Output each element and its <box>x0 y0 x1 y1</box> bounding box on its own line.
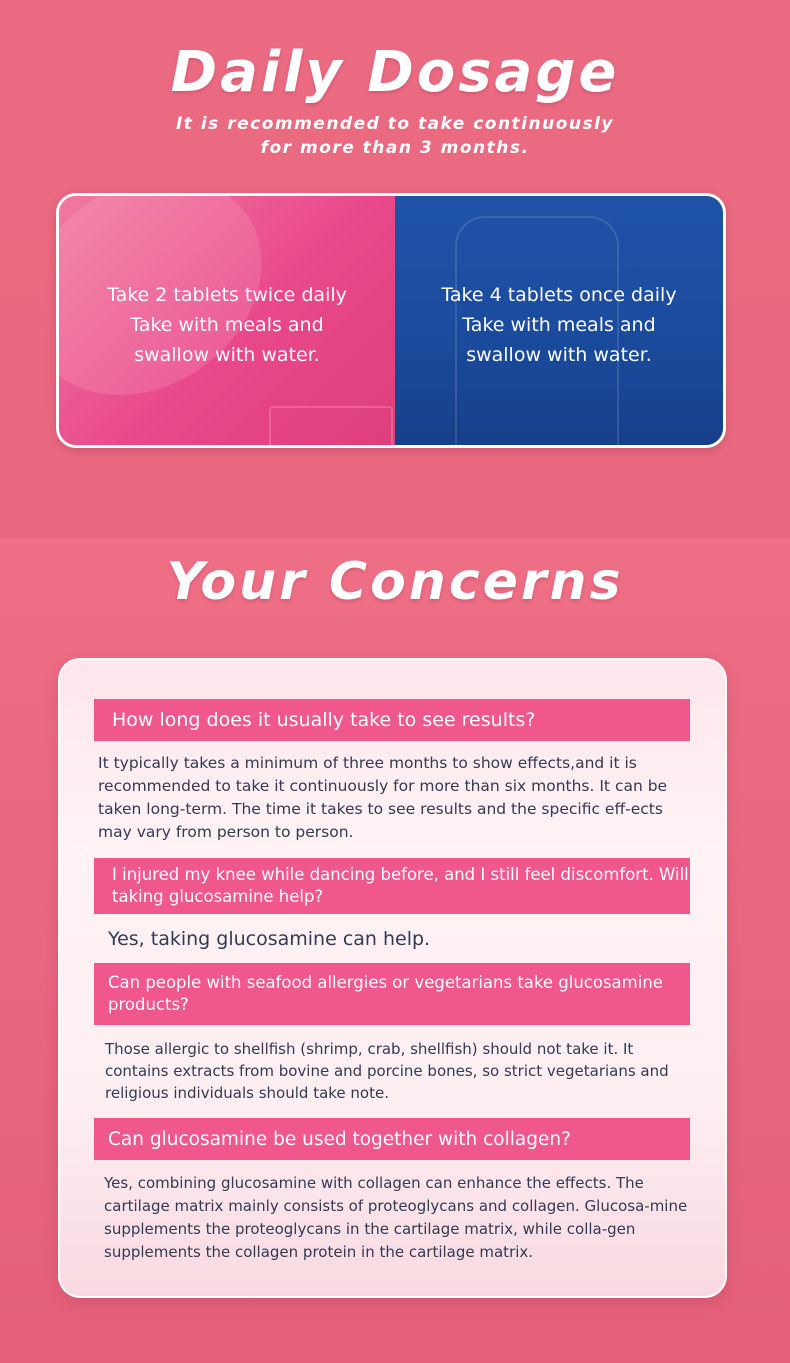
dosage-card <box>56 193 726 448</box>
faq-question-1-text: How long does it usually take to see results? <box>112 709 536 731</box>
dosage-option-left <box>59 196 395 445</box>
faq-answer-1: It typically takes a minimum of three months to show effects,and it is recommended to take it continuously for more than six months. It can be taken long-term. The time it takes to see results and the specific eff-ects may vary from person to person. <box>98 754 668 841</box>
faq-question-3 <box>94 963 690 1025</box>
subtitle-line-1: It is recommended to take continuously <box>175 114 615 134</box>
dosage-left-line-2: Take with meals and <box>130 314 324 336</box>
faq-answer-3: Those allergic to shellfish (shrimp, crab, shellfish) should not take it. It contains extracts from bovine and porcine bones, so strict vegetarians and religious individuals should take note. <box>105 1040 669 1102</box>
dosage-right-line-1: Take 4 tablets once daily <box>441 284 677 306</box>
faq-question-4-text: Can glucosamine be used together with collagen? <box>108 1128 571 1150</box>
glass-image <box>269 406 393 445</box>
dosage-option-right <box>395 196 723 445</box>
faq-question-2-text: I injured my knee while dancing before, and I still feel discomfort. Will taking glucosamine help? <box>112 865 689 906</box>
dosage-title: Daily Dosage <box>170 40 620 105</box>
dosage-left-line-1: Take 2 tablets twice daily <box>107 284 347 306</box>
faq-answer-4: Yes, combining glucosamine with collagen can enhance the effects. The cartilage matrix mainly consists of proteoglycans and collagen. Glucosa-mine supplements the proteoglycans in the cartilage matrix, while colla-gen supplements the collagen protein in the cartilage matrix. <box>104 1174 688 1261</box>
concerns-title: Your Concerns <box>166 552 624 612</box>
faq-question-3-text: Can people with seafood allergies or vegetarians take glucosamine products? <box>108 973 663 1014</box>
faq-answer-2: Yes, taking glucosamine can help. <box>108 928 431 950</box>
dosage-right-text <box>395 280 723 370</box>
dosage-left-line-3: swallow with water. <box>134 344 320 366</box>
subtitle-line-2: for more than 3 months. <box>260 138 530 158</box>
dosage-right-line-2: Take with meals and <box>462 314 656 336</box>
dosage-right-line-3: swallow with water. <box>466 344 652 366</box>
dosage-subtitle <box>0 112 790 160</box>
dosage-left-text <box>59 280 395 370</box>
faq-question-1 <box>94 699 690 741</box>
faq-question-2 <box>94 858 690 914</box>
faq-question-4 <box>94 1118 690 1160</box>
